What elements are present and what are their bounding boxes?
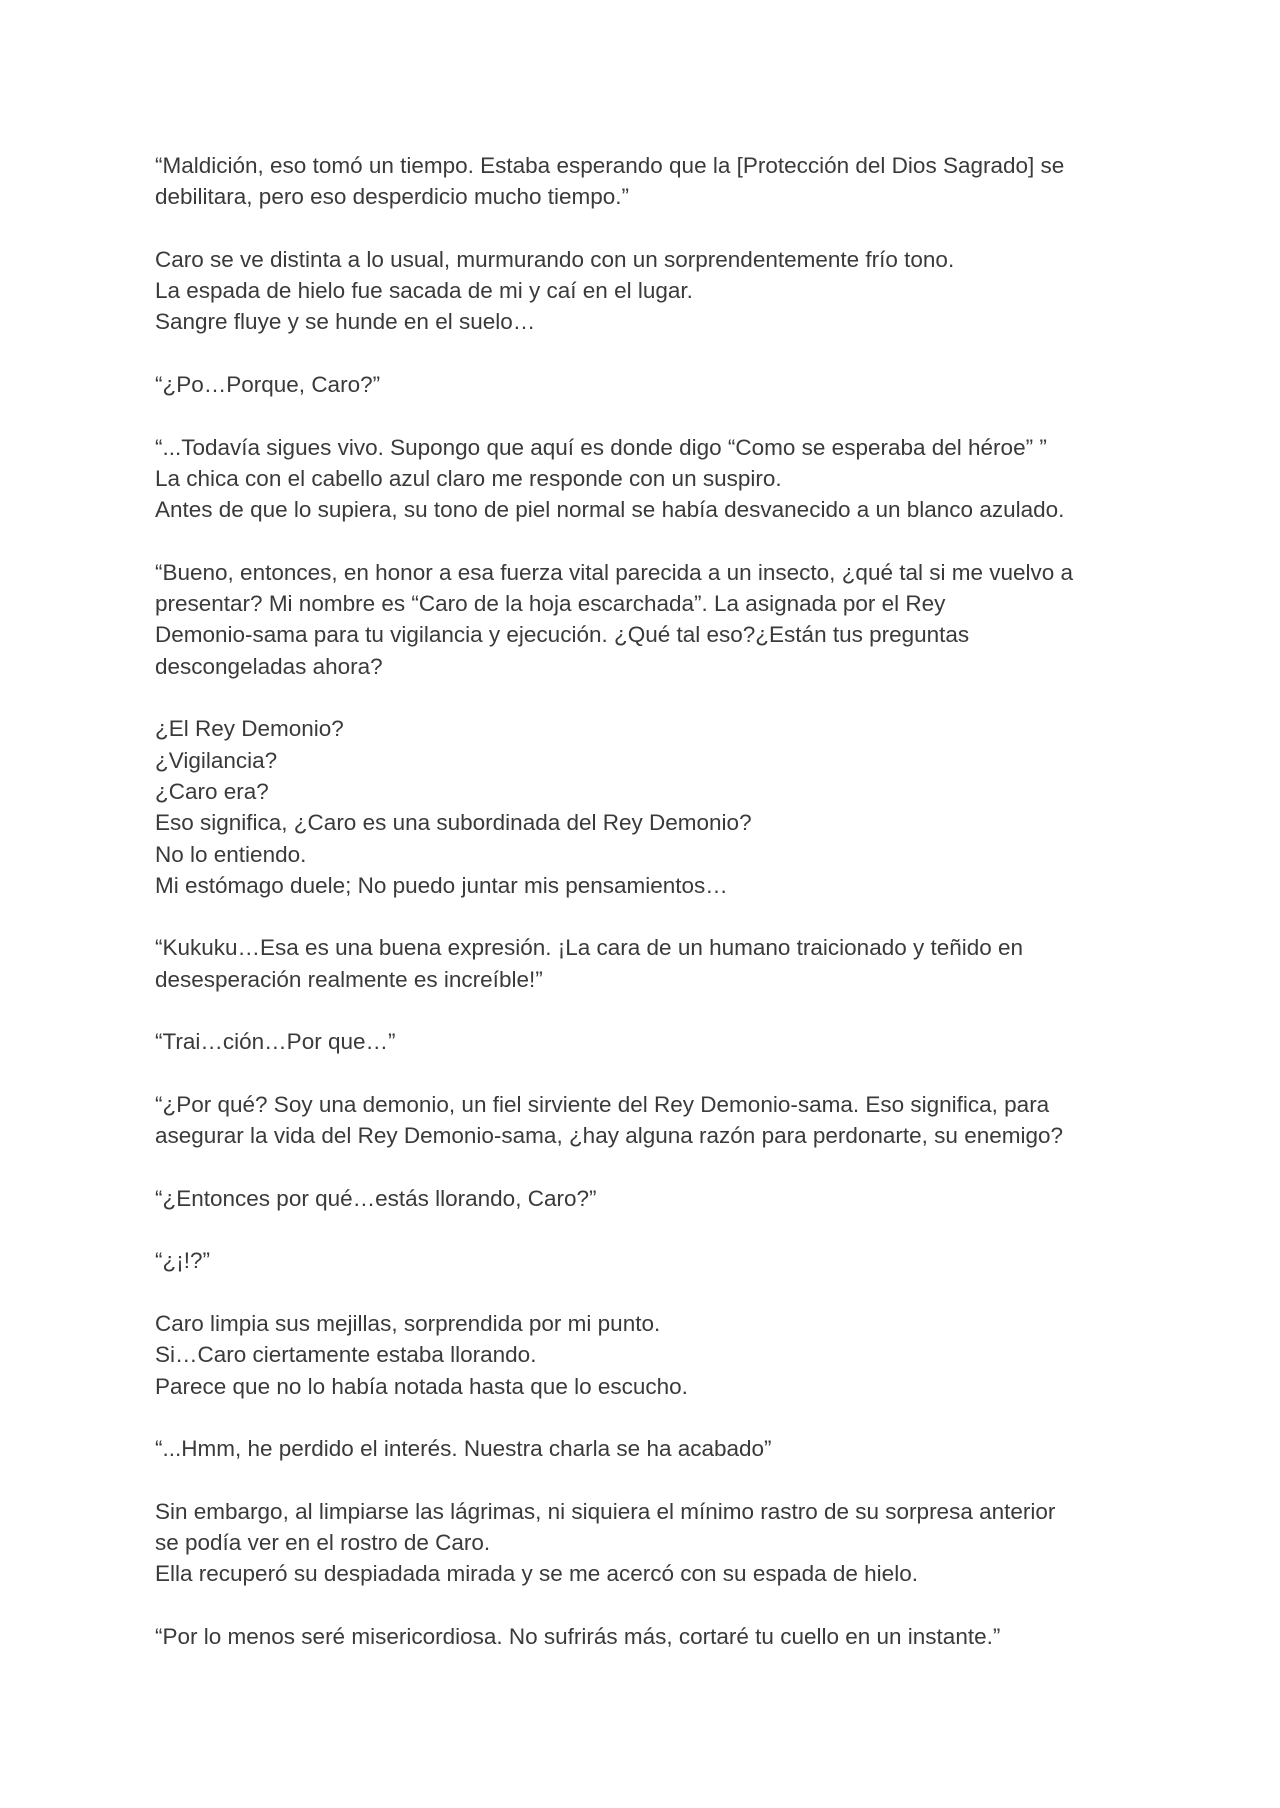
text-line: descongeladas ahora?: [155, 653, 383, 679]
text-line: Caro limpia sus mejillas, sorprendida por mi punto.: [155, 1310, 661, 1336]
text-line: Caro se ve distinta a lo usual, murmurando con un sorprendentemente frío tono.: [155, 246, 955, 272]
text-line: Sin embargo, al limpiarse las lágrimas, ni siquiera el mínimo rastro de su sorpresa anterior: [155, 1498, 1056, 1524]
paragraph-11: [155, 1245, 1155, 1276]
text-line: “¿Por qué? Soy una demonio, un fiel sirviente del Rey Demonio-sama. Eso significa, para: [155, 1091, 1050, 1117]
paragraph-1: [155, 150, 1155, 213]
text-line: “¿Po…Porque, Caro?”: [155, 372, 381, 398]
text-line: presentar? Mi nombre es “Caro de la hoja escarchada”. La asignada por el Rey: [155, 591, 946, 617]
paragraph-4: [155, 432, 1155, 526]
text-line: “Kukuku…Esa es una buena expresión. ¡La cara de un humano traicionado y teñido en: [155, 935, 1024, 961]
paragraph-14: [155, 1496, 1155, 1590]
text-line: “¿¡!?”: [155, 1248, 210, 1274]
paragraph-8: [155, 1026, 1155, 1057]
text-line: desesperación realmente es increíble!”: [155, 966, 543, 992]
text-line: “¿Entonces por qué…estás llorando, Caro?”: [155, 1185, 597, 1211]
text-line: La chica con el cabello azul claro me responde con un suspiro.: [155, 465, 782, 491]
text-line: No lo entiendo.: [155, 841, 307, 867]
text-line: La espada de hielo fue sacada de mi y caí en el lugar.: [155, 278, 693, 304]
text-line: ¿Caro era?: [155, 778, 269, 804]
text-line: Parece que no lo había notada hasta que lo escucho.: [155, 1373, 688, 1399]
paragraph-3: [155, 369, 1155, 400]
text-line: Ella recuperó su despiadada mirada y se me acercó con su espada de hielo.: [155, 1561, 918, 1587]
paragraph-12: [155, 1308, 1155, 1402]
paragraph-5: [155, 557, 1155, 682]
paragraph-7: [155, 932, 1155, 995]
text-line: “...Hmm, he perdido el interés. Nuestra charla se ha acabado”: [155, 1436, 772, 1462]
paragraph-9: [155, 1089, 1155, 1152]
text-line: Si…Caro ciertamente estaba llorando.: [155, 1342, 537, 1368]
text-line: ¿Vigilancia?: [155, 747, 278, 773]
text-line: se podía ver en el rostro de Caro.: [155, 1530, 491, 1556]
text-line: Eso significa, ¿Caro es una subordinada del Rey Demonio?: [155, 810, 752, 836]
paragraph-15: [155, 1621, 1155, 1652]
text-line: “Bueno, entonces, en honor a esa fuerza vital parecida a un insecto, ¿qué tal si me vuelvo a: [155, 559, 1074, 585]
paragraph-2: [155, 244, 1155, 338]
text-line: Sangre fluye y se hunde en el suelo…: [155, 309, 536, 335]
text-line: “Por lo menos seré misericordiosa. No sufrirás más, cortaré tu cuello en un instante.”: [155, 1623, 1001, 1649]
paragraph-6: [155, 713, 1155, 901]
text-line: “...Todavía sigues vivo. Supongo que aquí es donde digo “Como se esperaba del héroe” ”: [155, 434, 1047, 460]
paragraph-13: [155, 1433, 1155, 1464]
text-line: “Trai…ción…Por que…”: [155, 1029, 396, 1055]
text-line: Antes de que lo supiera, su tono de piel normal se había desvanecido a un blanco azulado.: [155, 497, 1065, 523]
text-line: debilitara, pero eso desperdicio mucho tiempo.”: [155, 184, 630, 210]
text-line: Mi estómago duele; No puedo juntar mis pensamientos…: [155, 872, 728, 898]
text-line: “Maldición, eso tomó un tiempo. Estaba esperando que la [Protección del Dios Sagrado] se: [155, 153, 1065, 178]
paragraph-10: [155, 1183, 1155, 1214]
text-line: Demonio-sama para tu vigilancia y ejecución. ¿Qué tal eso?¿Están tus preguntas: [155, 622, 970, 648]
text-line: ¿El Rey Demonio?: [155, 716, 344, 742]
document-page: [155, 150, 1155, 1684]
text-line: asegurar la vida del Rey Demonio-sama, ¿hay alguna razón para perdonarte, su enemigo?: [155, 1123, 1064, 1149]
